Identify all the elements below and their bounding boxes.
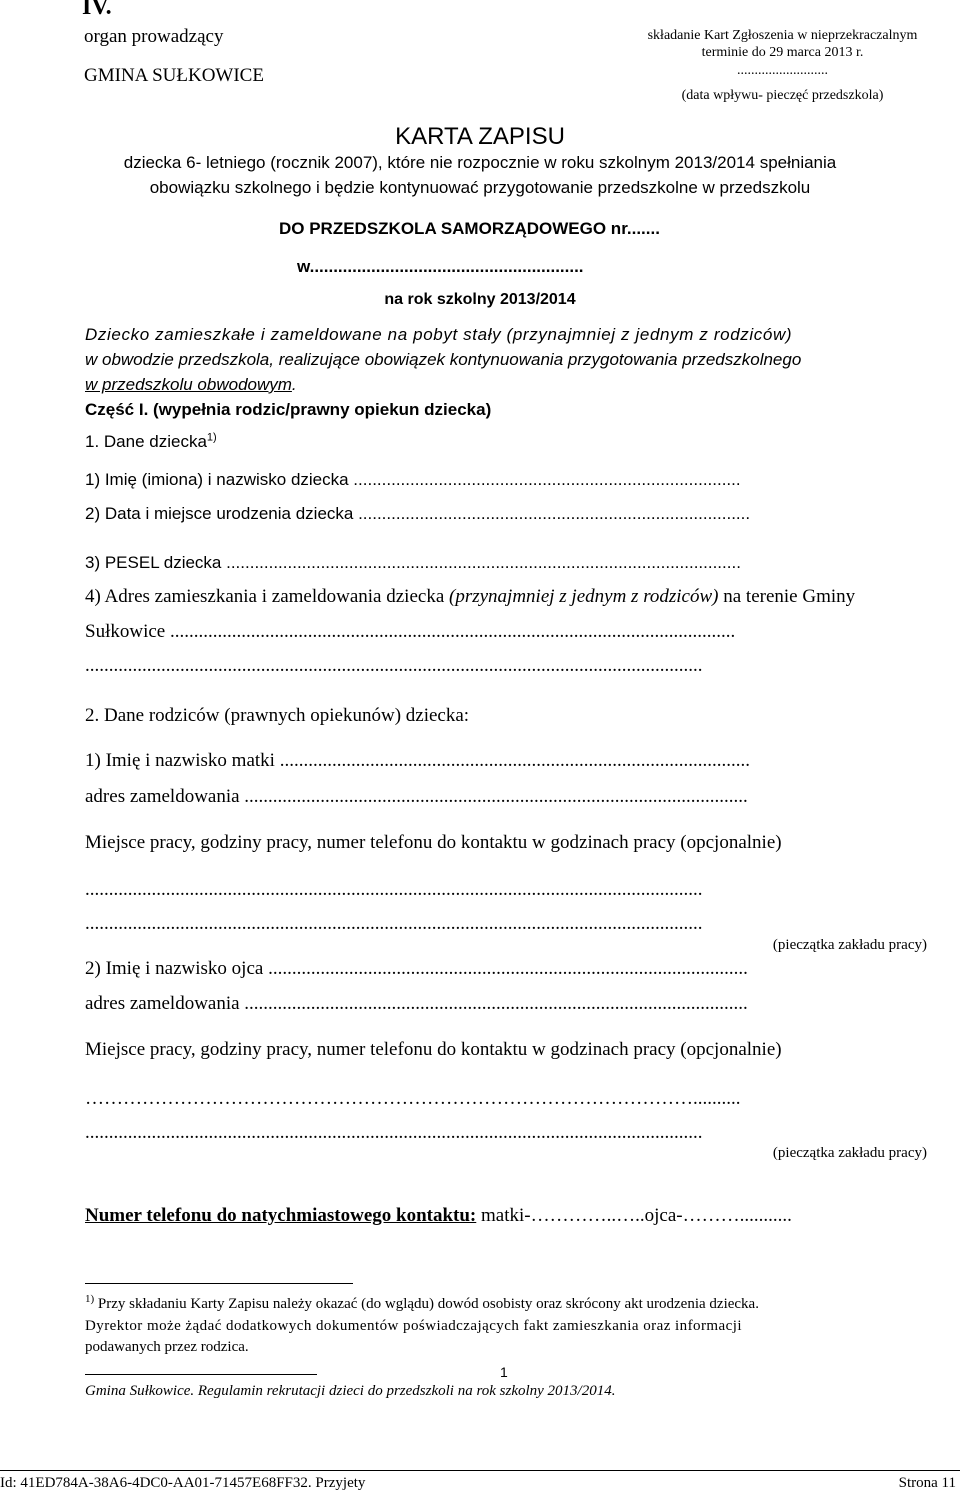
child-address-label xyxy=(85,586,855,608)
footnote-line1 xyxy=(85,1293,759,1313)
father-name-field[interactable]: 2) Imię i nazwisko ojca ..................................................................................................... xyxy=(85,958,748,979)
intro-line3 xyxy=(85,375,297,395)
mother-work-field2[interactable]: .................................................................................................................................. xyxy=(85,913,703,934)
school-line: DO PRZEDSZKOLA SAMORZĄDOWEGO nr....... xyxy=(279,219,660,238)
footnote-reference: 1) xyxy=(206,431,217,444)
subtitle-line2: obowiązku szkolnego i będzie kontynuować przygotowanie przedszkolne w przedszkolu xyxy=(149,178,811,197)
child-birth-field[interactable]: 2) Data i miejsce urodzenia dziecka ................................................................................... xyxy=(85,504,751,523)
deadline-line2: terminie do 29 marca 2013 r. xyxy=(701,45,864,60)
father-work-field1[interactable]: …………………………………………………………………………………….......... xyxy=(85,1088,741,1109)
subtitle-line1: dziecka 6- letniego (rocznik 2007), które nie rozpocznie w roku szkolnym 2013/2014 spełniania xyxy=(123,153,837,172)
page-number: 1 xyxy=(500,1364,508,1380)
document-id: Id: 41ED784A-38A6-4DC0-AA01-71457E68FF32. Przyjety xyxy=(0,1475,366,1491)
mother-address-field[interactable]: adres zameldowania .......................................................................................................... xyxy=(85,786,748,807)
father-work-label: Miejsce pracy, godziny pracy, numer telefonu do kontaktu w godzinach pracy (opcjonalnie) xyxy=(85,1039,782,1060)
emergency-phone-label: Numer telefonu do natychmiastowego kontaktu: xyxy=(85,1205,477,1226)
document-title: KARTA ZAPISU xyxy=(395,123,565,150)
mother-name-field[interactable]: 1) Imię i nazwisko matki ................................................................................................... xyxy=(85,750,750,771)
bottom-rule xyxy=(0,1470,960,1471)
child-address-field[interactable]: Sułkowice ....................................................................................................................... xyxy=(85,621,736,642)
regulation-footer: Gmina Sułkowice. Regulamin rekrutacji dzieci do przedszkoli na rok szkolny 2013/2014. xyxy=(85,1383,616,1399)
mother-stamp-caption: (pieczątka zakładu pracy) xyxy=(772,937,927,953)
school-year-line: na rok szkolny 2013/2014 xyxy=(384,291,576,308)
part1-heading: Część I. (wypełnia rodzic/prawny opiekun dziecka) xyxy=(85,400,492,419)
child-data-heading xyxy=(85,432,217,452)
footnote-line1-text: Przy składaniu Karty Zapisu należy okazać (do wglądu) dowód osobisty oraz skrócony akt urodzenia dziecka. xyxy=(94,1296,759,1312)
child-address-label-b: (przynajmniej z jednym z rodziców) xyxy=(449,586,719,607)
stamp-dots: .......................... xyxy=(737,63,828,78)
parents-heading: 2. Dane rodziców (prawnych opiekunów) dziecka: xyxy=(85,705,470,726)
emergency-phone-field[interactable]: matki-…………..…..ojca-………........... xyxy=(476,1205,792,1226)
child-data-heading-text: 1. Dane dziecka xyxy=(85,432,207,451)
stamp-caption: (data wpływu- pieczęć przedszkola) xyxy=(681,88,884,103)
organ-label: organ prowadzący xyxy=(84,26,224,47)
child-address-label-a: 4) Adres zamieszkania i zameldowania dziecka xyxy=(85,586,449,607)
footnote-mark: 1) xyxy=(85,1293,95,1305)
mother-work-field1[interactable]: .................................................................................................................................. xyxy=(85,879,703,900)
child-pesel-field[interactable]: 3) PESEL dziecka ............................................................................................................. xyxy=(85,553,741,572)
father-work-field2[interactable]: .................................................................................................................................. xyxy=(85,1122,703,1143)
section-number: IV. xyxy=(82,0,112,20)
emergency-phone-row xyxy=(85,1205,792,1227)
footnote-separator xyxy=(85,1283,353,1284)
place-line: w.......................................................... xyxy=(297,257,584,276)
footer-separator xyxy=(85,1374,317,1375)
footnote-line3: podawanych przez rodzica. xyxy=(85,1339,249,1355)
intro-line3-end: . xyxy=(291,375,297,394)
child-address-label-c: na terenie Gminy xyxy=(718,586,856,607)
intro-line1: Dziecko zamieszkałe i zameldowane na pobyt stały (przynajmniej z jednym z rodziców) xyxy=(85,325,793,344)
father-stamp-caption: (pieczątka zakładu pracy) xyxy=(772,1145,927,1161)
organ-name: GMINA SUŁKOWICE xyxy=(84,65,264,86)
page-label: Strona 11 xyxy=(898,1475,956,1491)
deadline-line1: składanie Kart Zgłoszenia w nieprzekraczalnym xyxy=(647,28,918,43)
father-address-field[interactable]: adres zameldowania .......................................................................................................... xyxy=(85,993,748,1014)
child-name-field[interactable]: 1) Imię (imiona) i nazwisko dziecka .................................................................................. xyxy=(85,470,741,489)
footnote-line2: Dyrektor może żądać dodatkowych dokumentów poświadczających fakt zamieszkania oraz informacji xyxy=(85,1318,743,1334)
intro-line3-text: w przedszkolu obwodowym xyxy=(85,375,292,394)
child-address-field-extra[interactable]: .................................................................................................................................. xyxy=(85,655,703,676)
mother-work-label: Miejsce pracy, godziny pracy, numer telefonu do kontaktu w godzinach pracy (opcjonalnie) xyxy=(85,832,782,853)
intro-line2: w obwodzie przedszkola, realizujące obowiązek kontynuowania przygotowania przedszkolnego xyxy=(85,350,802,369)
